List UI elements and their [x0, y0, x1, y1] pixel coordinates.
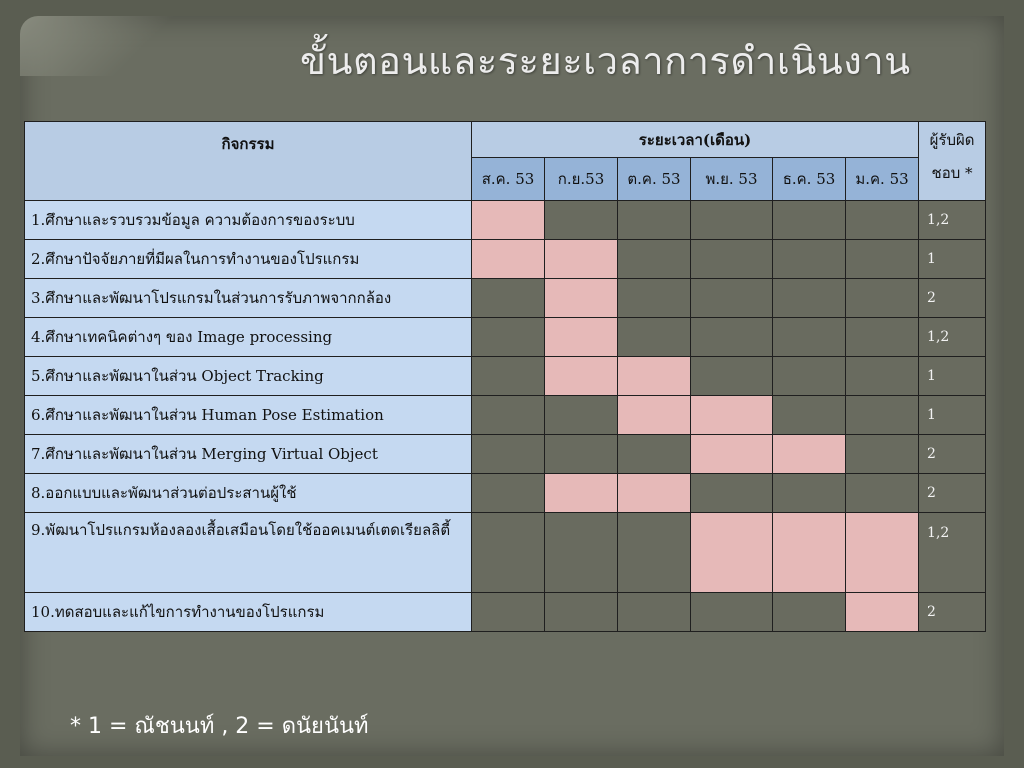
- gantt-cell-active: [545, 318, 618, 357]
- gantt-cell-active: [545, 357, 618, 396]
- table-row: [25, 474, 986, 513]
- month-header: ส.ค. 53: [472, 158, 545, 201]
- gantt-cell-inactive: [618, 240, 691, 279]
- gantt-cell-active: [545, 240, 618, 279]
- gantt-cell-inactive: [691, 474, 773, 513]
- gantt-cell-inactive: [691, 240, 773, 279]
- gantt-cell-inactive: [846, 201, 919, 240]
- responsible-cell: 1,2: [919, 201, 986, 240]
- gantt-cell-inactive: [472, 279, 545, 318]
- gantt-cell-inactive: [545, 201, 618, 240]
- gantt-cell-inactive: [618, 513, 691, 593]
- gantt-cell-inactive: [846, 474, 919, 513]
- gantt-cell-active: [472, 240, 545, 279]
- gantt-cell-active: [691, 435, 773, 474]
- activity-cell: 5.ศึกษาและพัฒนาในส่วน Object Tracking: [25, 357, 472, 396]
- responsible-cell: 2: [919, 593, 986, 632]
- gantt-cell-inactive: [773, 318, 846, 357]
- gantt-cell-inactive: [846, 279, 919, 318]
- gantt-cell-inactive: [545, 513, 618, 593]
- gantt-cell-active: [618, 474, 691, 513]
- gantt-cell-active: [691, 396, 773, 435]
- gantt-cell-inactive: [472, 396, 545, 435]
- activity-cell: 4.ศึกษาเทคนิคต่างๆ ของ Image processing: [25, 318, 472, 357]
- schedule-table: [24, 121, 986, 632]
- gantt-cell-inactive: [773, 396, 846, 435]
- month-header: ต.ค. 53: [618, 158, 691, 201]
- gantt-cell-inactive: [618, 593, 691, 632]
- gantt-cell-inactive: [846, 240, 919, 279]
- gantt-cell-inactive: [691, 593, 773, 632]
- activity-cell: 10.ทดสอบและแก้ไขการทำงานของโปรแกรม: [25, 593, 472, 632]
- gantt-cell-active: [472, 201, 545, 240]
- gantt-cell-inactive: [773, 474, 846, 513]
- gantt-cell-inactive: [618, 435, 691, 474]
- gantt-cell-active: [618, 396, 691, 435]
- gantt-cell-inactive: [545, 396, 618, 435]
- gantt-cell-inactive: [773, 201, 846, 240]
- month-header: ก.ย.53: [545, 158, 618, 201]
- gantt-cell-inactive: [472, 593, 545, 632]
- gantt-cell-active: [773, 513, 846, 593]
- table-row: [25, 240, 986, 279]
- gantt-cell-inactive: [618, 279, 691, 318]
- gantt-cell-inactive: [846, 396, 919, 435]
- month-header: ธ.ค. 53: [773, 158, 846, 201]
- slide-title: ขั้นตอนและระยะเวลาการดำเนินงาน: [300, 39, 911, 83]
- gantt-cell-inactive: [691, 318, 773, 357]
- header-responsible: ผู้รับผิดชอบ *: [919, 122, 986, 201]
- gantt-cell-inactive: [691, 279, 773, 318]
- gantt-cell-inactive: [472, 357, 545, 396]
- gantt-cell-inactive: [472, 474, 545, 513]
- gantt-cell-inactive: [846, 435, 919, 474]
- gantt-cell-inactive: [773, 279, 846, 318]
- table-row: [25, 396, 986, 435]
- table-row: [25, 593, 986, 632]
- activity-cell: 2.ศึกษาปัจจัยภายที่มีผลในการทำงานของโปรแกรม: [25, 240, 472, 279]
- month-header: ม.ค. 53: [846, 158, 919, 201]
- gantt-cell-inactive: [472, 435, 545, 474]
- activity-cell: 8.ออกแบบและพัฒนาส่วนต่อประสานผู้ใช้: [25, 474, 472, 513]
- responsible-cell: 1,2: [919, 318, 986, 357]
- gantt-cell-inactive: [773, 593, 846, 632]
- table-row: [25, 279, 986, 318]
- slide-corner-decoration: [20, 16, 180, 76]
- activity-cell: 6.ศึกษาและพัฒนาในส่วน Human Pose Estimation: [25, 396, 472, 435]
- gantt-cell-inactive: [472, 318, 545, 357]
- gantt-cell-active: [691, 513, 773, 593]
- gantt-cell-active: [545, 474, 618, 513]
- gantt-cell-inactive: [618, 318, 691, 357]
- activity-cell: 9.พัฒนาโปรแกรมห้องลองเสื้อเสมือนโดยใช้ออคเมนต์เตดเรียลลิตี้: [25, 513, 472, 593]
- responsible-cell: 2: [919, 474, 986, 513]
- gantt-cell-inactive: [691, 201, 773, 240]
- header-period: ระยะเวลา(เดือน): [472, 122, 919, 158]
- gantt-cell-inactive: [773, 357, 846, 396]
- gantt-cell-active: [846, 593, 919, 632]
- gantt-cell-active: [773, 435, 846, 474]
- table-row: [25, 357, 986, 396]
- gantt-cell-active: [846, 513, 919, 593]
- month-header: พ.ย. 53: [691, 158, 773, 201]
- footnote: * 1 = ณัชนนท์ , 2 = ดนัยนันท์: [70, 714, 369, 739]
- responsible-cell: 1: [919, 357, 986, 396]
- responsible-cell: 1,2: [919, 513, 986, 593]
- responsible-cell: 1: [919, 240, 986, 279]
- gantt-cell-inactive: [545, 593, 618, 632]
- gantt-cell-inactive: [773, 240, 846, 279]
- gantt-cell-inactive: [846, 357, 919, 396]
- gantt-cell-inactive: [472, 513, 545, 593]
- responsible-cell: 2: [919, 435, 986, 474]
- activity-cell: 7.ศึกษาและพัฒนาในส่วน Merging Virtual Object: [25, 435, 472, 474]
- table-row: [25, 513, 986, 593]
- table-row: [25, 435, 986, 474]
- activity-cell: 1.ศึกษาและรวบรวมข้อมูล ความต้องการของระบบ: [25, 201, 472, 240]
- gantt-cell-active: [618, 357, 691, 396]
- activity-cell: 3.ศึกษาและพัฒนาโปรแกรมในส่วนการรับภาพจากกล้อง: [25, 279, 472, 318]
- responsible-cell: 1: [919, 396, 986, 435]
- responsible-cell: 2: [919, 279, 986, 318]
- schedule-body: [25, 201, 986, 632]
- gantt-cell-active: [545, 279, 618, 318]
- gantt-cell-inactive: [691, 357, 773, 396]
- gantt-cell-inactive: [618, 201, 691, 240]
- gantt-cell-inactive: [545, 435, 618, 474]
- gantt-cell-inactive: [846, 318, 919, 357]
- header-activity: กิจกรรม: [25, 122, 472, 201]
- table-row: [25, 318, 986, 357]
- table-row: [25, 201, 986, 240]
